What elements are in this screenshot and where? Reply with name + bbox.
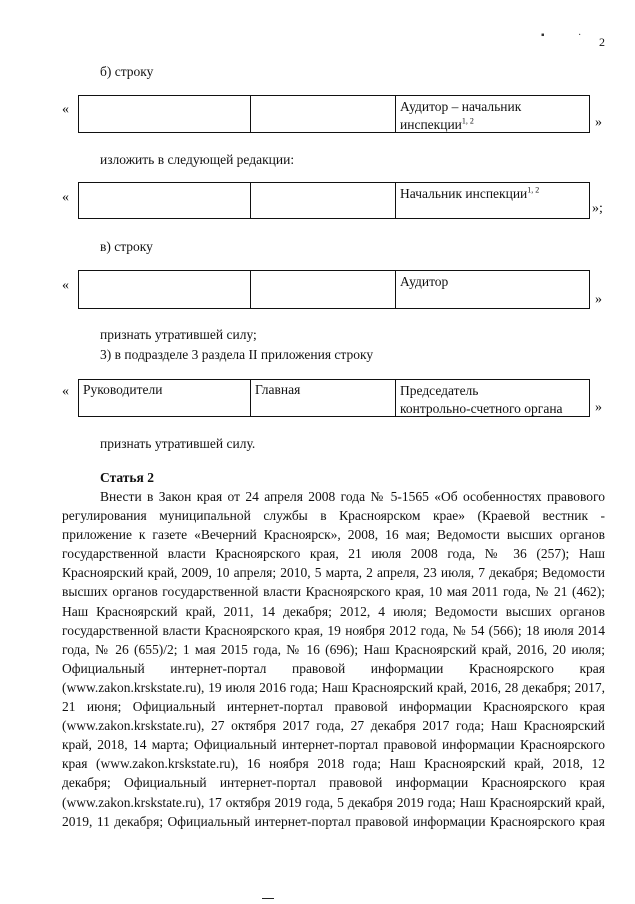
- scan-speck: ▪: [541, 30, 545, 41]
- page-number: 2: [599, 35, 605, 49]
- article-paragraph: Внести в Закон края от 24 апреля 2008 года № 5-1565 «Об особенностях правового регулирования муниципальной службы в Красноярском крае» (Краевой вестник - приложение к газете «Вечерний Красноярск», 2008, 16 мая; Ведомости высших органов государственной власти Красноярского края, 21 июля 2008 года, № 36 (257); Наш Красноярский край, 2009, 10 апреля; 2010, 5 марта, 2 апреля, 23 июля, 7 декабря; Ведомости высших органов государственной власти Красноярского края, 10 мая 2011 года, № 21 (462); Наш Красноярский край, 2011, 14 декабря; 2012, 4 июля; Ведомости высших органов государственной власти Красноярского края, 19 ноября 2012 года, № 54 (566); 18 июля 2014 года, № 26 (655)/2; 1 мая 2015 года, № 16 (696); Наш Красноярский край, 2016, 20 июля; Официальный интернет-портал правовой информации Красноярского края (www.zakon.krskstate.ru), 19 июля 2016 года; Наш Красноярский край, 2016, 28 декабря; 2017, 21 июня; Официальный интернет-портал правовой информации Красноярского края (www.zakon.krskstate.ru), 27 октября 2017 года, 27 декабря 2017 года; Наш Красноярский край, 2018, 14 марта; Официальный интернет-портал правовой информации Красноярского края (www.zakon.krskstate.ru), 16 ноября 2018 года; Наш Красноярский край, 2018, 12 декабря; Официальный интернет-портал правовой информации Красноярского края (www.zakon.krskstate.ru), 17 октября 2019 года, 5 декабря 2019 года; Наш Красноярский край, 2019, 11 декабря; Официальный интернет-портал правовой информации Красноярского края: [62, 489, 605, 829]
- table-cell: [396, 96, 589, 132]
- void-text: признать утратившей силу.: [100, 436, 256, 451]
- article-title: Статья 2: [100, 470, 154, 485]
- table-row: [78, 270, 590, 309]
- footnote-ref: 1, 2: [461, 116, 474, 126]
- void-text: признать утратившей силу;: [100, 327, 257, 342]
- table-cell: Руководители: [79, 380, 251, 416]
- cell-text: Председатель: [400, 383, 479, 398]
- quote-close: »: [595, 400, 602, 415]
- table-row: [78, 379, 590, 417]
- table-row: [78, 95, 590, 133]
- table-cell: [79, 271, 251, 308]
- item-3: 3) в подразделе 3 раздела II приложения строку: [100, 347, 374, 362]
- cell-text: Аудитор – начальник: [400, 99, 522, 114]
- item-v: в) строку: [100, 239, 153, 254]
- scan-mark: [262, 898, 274, 899]
- quote-open: «: [62, 278, 69, 293]
- replace-text: изложить в следующей редакции:: [100, 152, 295, 167]
- quote-close: »: [595, 292, 602, 307]
- table-cell: [251, 271, 396, 308]
- table-cell: [251, 183, 396, 218]
- table-cell: Главная: [251, 380, 396, 416]
- table-cell: [396, 183, 589, 218]
- quote-open: «: [62, 102, 69, 117]
- footnote-ref: 1, 2: [527, 185, 540, 195]
- table-cell: [79, 96, 251, 132]
- quote-open: «: [62, 384, 69, 399]
- cell-text: Начальник инспекции: [400, 186, 528, 201]
- table-cell: Аудитор: [400, 274, 449, 289]
- table-cell: [251, 96, 396, 132]
- quote-close: »: [595, 115, 602, 130]
- table-cell: [79, 183, 251, 218]
- table-cell: [396, 380, 589, 416]
- quote-open: «: [62, 190, 69, 205]
- cell-text: инспекции: [400, 117, 462, 132]
- item-b: б) строку: [100, 64, 154, 79]
- table-row: [78, 182, 590, 219]
- quote-close: »;: [592, 201, 603, 216]
- cell-text: контрольно-счетного органа: [400, 401, 563, 416]
- scan-speck: ·: [578, 30, 582, 41]
- article-body: [62, 487, 605, 831]
